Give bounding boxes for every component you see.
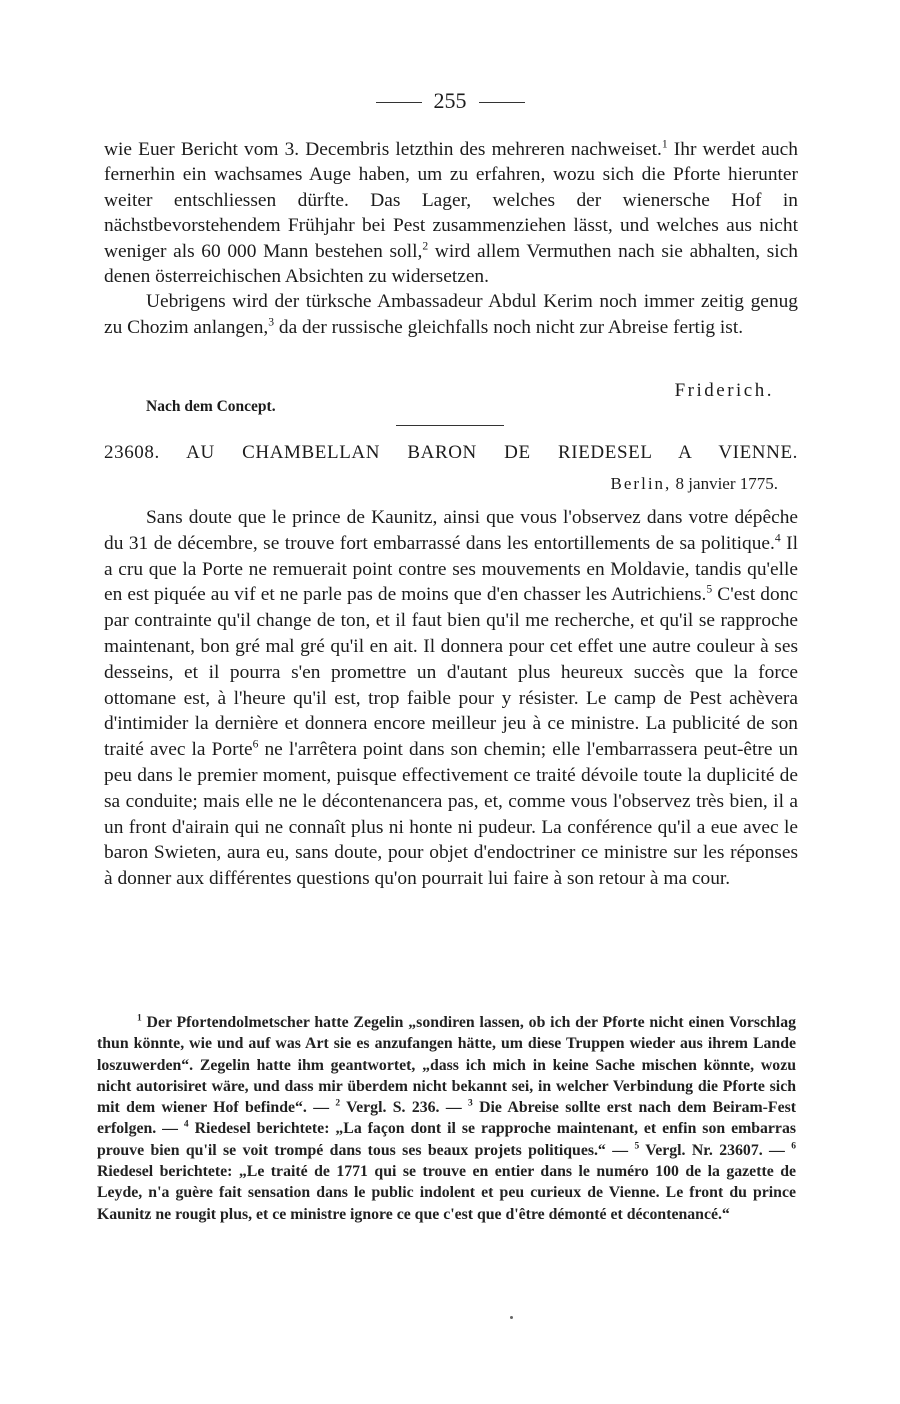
footnote-ref-1: 1 [661, 137, 668, 151]
letter-body [104, 505, 798, 892]
footnote-6-marker: 6 [791, 1141, 796, 1152]
letter-title: AU CHAMBELLAN BARON DE RIEDESEL A VIENNE. [186, 442, 799, 463]
footnote-4-marker: 4 [183, 1120, 189, 1131]
letter-text-1: Sans doute que le prince de Kaunitz, ainsi que vous l'observez dans votre dépêche du 31 de décembre, se trouve fort embarrassé dans les entortillements de sa politique. [104, 507, 798, 554]
footnote-3-marker: 3 [468, 1098, 473, 1109]
prior-letter-text [104, 137, 798, 340]
prior-letter-text-4: Uebrigens wird der türksche Ambassadeur Abdul Kerim noch immer zeitig genug zu Chozim anlangen, [104, 291, 798, 338]
letter-text-2: Il a cru que la Porte ne remuerait point contre ses mouvements en Moldavie, tandis qu'elle en est piquée au vif et ne parle pas de moins que d'en chasser les Autrichiens. [104, 532, 798, 606]
letter-text-3: C'est donc par contrainte qu'il change de ton, et il faut bien qu'il me recherche, et qu'il se rapproche maintenant, bon gré mal gré qu'il en ait. Il donnera pour cet effet une autre couleur à ses desseins, et il pourra s'en promettre un d'autant plus heureux succès que la force ottomane est, à l'heure qu'il est, trop faible pour y résister. Le camp de Pest achèvera d'intimider la dernière et donnera encore meilleur jeu à ce ministre. La publicité de son traité avec la Porte [104, 584, 799, 761]
prior-letter-text-3: wird allem Vermuthen nach sie abhalten, sich denen österreichischen Absichten zu widersetzen. [104, 240, 798, 288]
footnote-ref-6: 6 [252, 737, 259, 751]
prior-letter-text-5: da der russische gleichfalls noch nicht zur Abreise fertig ist. [274, 316, 744, 338]
prior-letter-paragraph-1 [104, 137, 798, 289]
section-divider [396, 425, 504, 426]
letter-dateline [611, 474, 778, 494]
page-number: 255 [433, 88, 467, 113]
footnote-5-marker: 5 [634, 1141, 640, 1152]
letter-number: 23608. [104, 442, 160, 463]
footnote-ref-3: 3 [268, 315, 275, 329]
letter-heading [104, 442, 798, 464]
footnote-1-marker: 1 [137, 1013, 142, 1024]
prior-letter-text-2: Ihr werdet auch fernerhin ein wachsames Auge haben, um zu erfahren, wozu sich die Pforte hierunter weiter entschliessen dürfte. Das Lager, welches der wienersche Hof in nächstbevorstehendem Frühjahr bei Pest zusammenziehen lässt, und welches aus nicht weniger als 60 000 Mann bestehen soll, [104, 139, 798, 262]
letter-text-4: ne l'arrêtera point dans son chemin; elle l'embarrassera peut-être un peu dans le premier moment, puisque effectivement ce traité dévoile toute la duplicité de sa conduite; mais elle ne le décontenancera pas, et, comme vous l'observez très bien, il a un front d'airain qui ne connaît plus ni honte ni pudeur. La conférence qu'il a eue avec le baron Swieten, aura eu, sans doute, pour objet d'endoctriner ce ministre sur les réponses à donner aux différentes questions qu'on pourrait lui faire à son retour à ma cour. [104, 739, 798, 890]
letter-date: 8 janvier 1775. [675, 474, 778, 493]
prior-letter-text-1: wie Euer Bericht vom 3. Decembris letzthin des mehreren nachweiset. [104, 139, 662, 160]
footnote-ref-2: 2 [422, 239, 429, 253]
footnote-2-marker: 2 [335, 1098, 341, 1109]
source-note: Nach dem Concept. [146, 398, 276, 415]
header-dash-right [479, 102, 525, 103]
footnote-2: Vergl. S. 236. — [340, 1099, 469, 1117]
footnote-1: Der Pfortendolmetscher hatte Zegelin „sondiren lassen, ob ich der Pforte nicht einen Vorschlag thun könnte, wie und auf was Art sie es anzufangen hätte, um diese Truppen wieder aus ihrem Lande loszuwerden“. Zegelin hatte ihm geantwortet, „dass ich mich in keine Sache mischen könnte, wozu nicht autorisiret wäre, und dass mir überdem nicht bekannt sei, in welcher Verbindung die Pforte sich mit dem wiener Hof befinde“. — [97, 1014, 796, 1117]
letter-paragraph [104, 505, 798, 892]
signature: Friderich. [674, 380, 774, 401]
header-dash-left [376, 102, 422, 103]
page-header [0, 88, 900, 114]
footnote-ref-4: 4 [774, 531, 781, 545]
footnote-ref-5: 5 [706, 582, 713, 596]
prior-letter-paragraph-2 [104, 289, 798, 340]
footnote-6: Riedesel berichtete: „Le traité de 1771 qui se trouve en entier dans le numéro 100 de la gazette de Leyde, n'a guère fait sensation dans le public indolent et peu curieux de Vienne. Le front du prince Kaunitz ne rougit plus, et ce ministre ignore ce que c'est que d'être démonté et décontenancé.“ [97, 1163, 796, 1223]
footnotes [97, 1012, 796, 1225]
scan-speck [510, 1316, 513, 1319]
footnote-5: Vergl. Nr. 23607. — [639, 1141, 792, 1159]
footnote-3: Die Abreise sollte erst nach dem Beiram-Fest erfolgen. — [97, 1099, 796, 1138]
letter-place: Berlin, [610, 474, 672, 493]
footnote-4: Riedesel berichtete: „La façon dont il se rapproche maintenant, et enfin son embarras prouve bien qu'il se voit trompé dans tous ses beaux projets politiques.“ — [97, 1120, 796, 1159]
